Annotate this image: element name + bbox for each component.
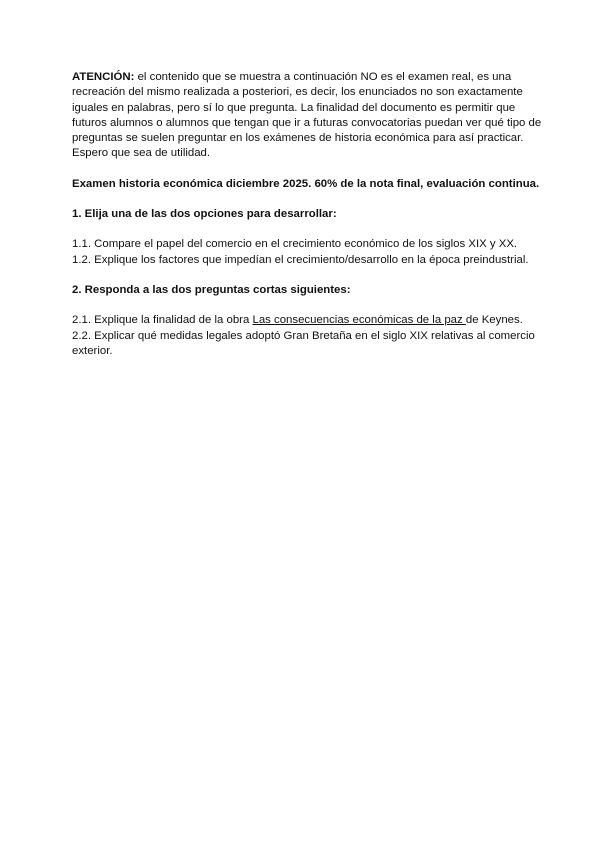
section2-list <box>72 313 542 359</box>
section1-list <box>72 237 542 268</box>
notice-label: ATENCIÓN: <box>72 71 135 83</box>
question-2-2: 2.2. Explicar qué medidas legales adoptó Gran Bretaña en el siglo XIX relativas al comercio exterior. <box>72 329 535 357</box>
document-page <box>72 70 542 359</box>
question-2-1 <box>72 313 542 328</box>
notice-paragraph <box>72 70 542 162</box>
question-2-1-prefix: 2.1. Explique la finalidad de la obra <box>72 314 253 327</box>
section2-heading: 2. Responda a las dos preguntas cortas siguientes: <box>72 283 351 296</box>
book-title: Las consecuencias económicas de la paz <box>252 314 466 327</box>
question-1-2: 1.2. Explique los factores que impedían el crecimiento/desarrollo en la época preindustrial. <box>72 253 529 266</box>
exam-title: Examen historia económica diciembre 2025. 60% de la nota final, evaluación continua. <box>72 177 540 190</box>
question-1-1: 1.1. Compare el papel del comercio en el crecimiento económico de los siglos XIX y XX. <box>72 238 518 251</box>
notice-text: el contenido que se muestra a continuación NO es el examen real, es una recreación del mismo realizada a posteriori, es decir, los enunciados no son exactamente iguales en palabras, pero sí lo que pregunta. La finalidad del documento es permitir que futuros alumnos o alumnos que tengan que ir a futuras convocatorias puedan ver qué tipo de preguntas se suelen preguntar en los exámenes de historia económica para así practicar. Espero que sea de utilidad. <box>72 71 542 160</box>
question-2-1-suffix: de Keynes. <box>465 314 523 327</box>
section1-heading: 1. Elija una de las dos opciones para desarrollar: <box>72 208 337 221</box>
